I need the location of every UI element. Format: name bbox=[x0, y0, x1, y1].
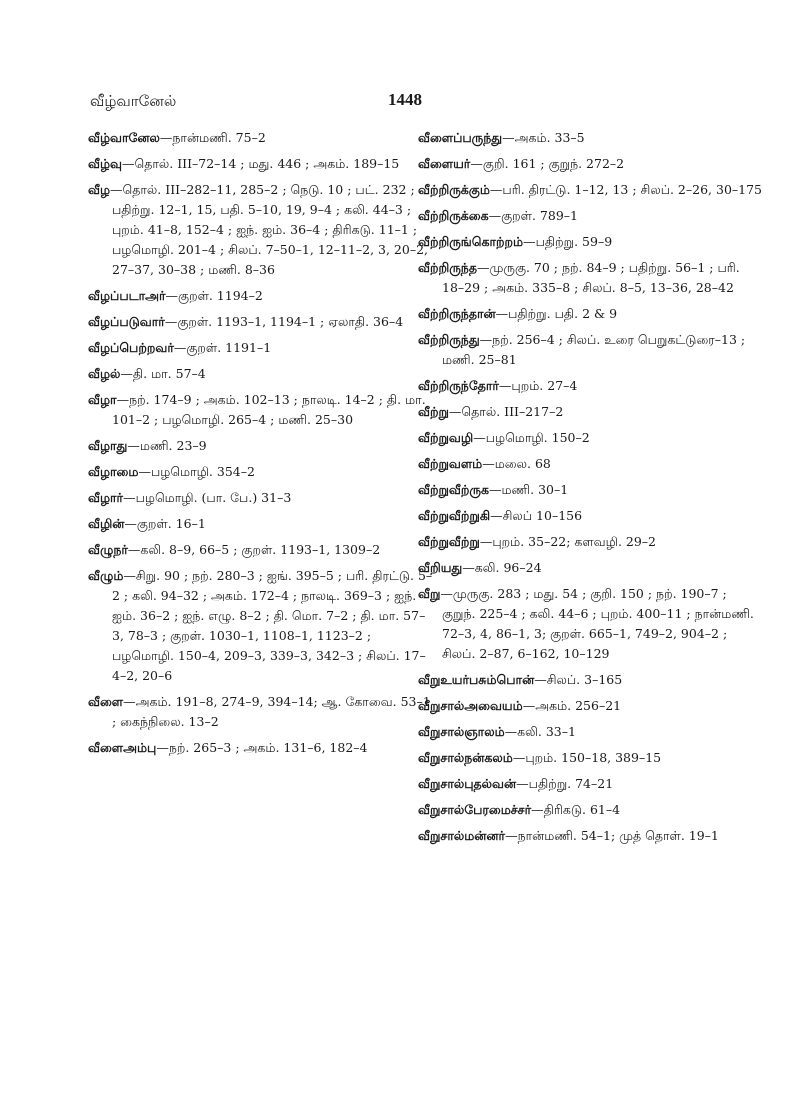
index-entry bbox=[88, 180, 433, 280]
entry-references: —தொல். III–217–2 bbox=[448, 404, 564, 419]
entry-headword: வீழப்படாஅர் bbox=[88, 288, 166, 303]
entry-headword: வீளையர் bbox=[418, 156, 471, 171]
entry-references: —புறம். 35–22; களவழி. 29–2 bbox=[479, 534, 657, 549]
index-entry bbox=[88, 540, 433, 560]
entry-headword: வீற்றுவளம் bbox=[418, 456, 483, 471]
entry-headword: வீற்றிருக்கை bbox=[418, 208, 489, 223]
entry-references: —அகம். 33–5 bbox=[502, 130, 585, 145]
entry-headword: வீற்றுவீற்று bbox=[418, 534, 480, 549]
entry-headword: வீழப்படுவார் bbox=[88, 314, 165, 329]
index-entry bbox=[418, 774, 763, 794]
entry-headword: வீழல் bbox=[88, 366, 121, 381]
index-entry bbox=[418, 506, 763, 526]
index-entry bbox=[418, 206, 763, 226]
entry-references: —பழமொழி. 354–2 bbox=[138, 464, 255, 479]
entry-headword: வீழா bbox=[88, 392, 117, 407]
index-entry bbox=[88, 286, 433, 306]
entry-headword: வீழ bbox=[88, 182, 111, 197]
entry-references: —அகம். 191–8, 274–9, 394–14; ஆ. கோவை. 53–1 ; கைந்நிலை. 13–2 bbox=[112, 694, 431, 729]
entry-references: —குறள். 1193–1, 1194–1 ; ஏலாதி. 36–4 bbox=[164, 314, 404, 329]
entry-references: —முருகு. 283 ; மது. 54 ; குறி. 150 ; நற். 190–7 ; குறுந். 225–4 ; கலி. 44–6 ; புறம். 400–11 ; நான்மணி. 72–3, 4, 86–1, 3; குறள். 665–1, 749–2, 904–2 ; சிலப். 2–87, 6–162, 10–129 bbox=[440, 586, 754, 661]
left-column bbox=[88, 128, 433, 764]
entry-references: —குறி. 161 ; குறுந். 272–2 bbox=[470, 156, 625, 171]
entry-references: —குறள். 789–1 bbox=[488, 208, 578, 223]
index-entry bbox=[418, 232, 763, 252]
entry-headword: வீறு bbox=[418, 586, 441, 601]
entry-headword: வீளைப்பருந்து bbox=[418, 130, 503, 145]
index-entry bbox=[418, 330, 763, 370]
entry-headword: வீற்று bbox=[418, 404, 449, 419]
index-entry bbox=[418, 454, 763, 474]
entry-references: —மணி. 30–1 bbox=[488, 482, 569, 497]
index-entry bbox=[418, 800, 763, 820]
entry-references: —பழமொழி. (பா. பே.) 31–3 bbox=[123, 490, 292, 505]
entry-headword: வீறியது bbox=[418, 560, 463, 575]
index-entry bbox=[418, 696, 763, 716]
entry-headword: வீற்றுவீற்ருக bbox=[418, 482, 489, 497]
entry-headword: வீற்றிருந்தான் bbox=[418, 306, 496, 321]
entry-references: —பழமொழி. 150–2 bbox=[473, 430, 590, 445]
entry-headword: வீறுசால்பேரமைச்சர் bbox=[418, 802, 532, 817]
index-entry bbox=[88, 154, 433, 174]
entry-references: —பதிற்று. பதி. 2 & 9 bbox=[495, 306, 618, 321]
entry-headword: வீறுசால்ஞாலம் bbox=[418, 724, 505, 739]
entry-headword: வீற்றிருக்கும் bbox=[418, 182, 490, 197]
index-entry bbox=[88, 338, 433, 358]
entry-references: —பரி. திரட்டு. 1–12, 13 ; சிலப். 2–26, 30–175 bbox=[489, 182, 763, 197]
index-entry bbox=[418, 826, 763, 846]
entry-references: —திரிகடு. 61–4 bbox=[531, 802, 621, 817]
right-column bbox=[418, 128, 763, 852]
entry-headword: வீற்றிருந்தோர் bbox=[418, 378, 499, 393]
entry-references: —நற். 174–9 ; அகம். 102–13 ; நாலடி. 14–2 ; தி. மா. 101–2 ; பழமொழி. 265–4 ; மணி. 25–30 bbox=[112, 392, 426, 427]
entry-references: —பதிற்று. 74–21 bbox=[516, 776, 614, 791]
entry-headword: வீழ்வு bbox=[88, 156, 122, 171]
entry-headword: வீழாது bbox=[88, 438, 128, 453]
entry-references: —சிறு. 90 ; நற். 280–3 ; ஐங். 395–5 ; பரி. திரட்டு. 5–2 ; கலி. 94–32 ; அகம். 172–4 ; நாலடி. 369–3 ; ஐந். ஐம். 36–2 ; ஐந். எழு. 8–2 ; தி. மொ. 7–2 ; தி. மா. 57–3, 78–3 ; குறள். 1030–1, 1108–1, 1123–2 ; பழமொழி. 150–4, 209–3, 339–3, 342–3 ; சிலப். 17–4–2, 20–6 bbox=[112, 568, 433, 683]
entry-headword: வீறுசால்நன்கலம் bbox=[418, 750, 513, 765]
entry-headword: வீறுசால்அவையம் bbox=[418, 698, 523, 713]
index-entry bbox=[418, 558, 763, 578]
entry-references: —புறம். 27–4 bbox=[498, 378, 578, 393]
entry-references: —தொல். III–282–11, 285–2 ; நெடு. 10 ; பட். 232 ; பதிற்று. 12–1, 15, பதி. 5–10, 19, 9–4 ; கலி. 44–3 ; புறம். 41–8, 152–4 ; ஐந். ஐம். 36–4 ; திரிகடு. 11–1 ; பழமொழி. 201–4 ; சிலப். 7–50–1, 12–11–2, 3, 20–2, 27–37, 30–38 ; மணி. 8–36 bbox=[110, 182, 429, 277]
index-entry bbox=[418, 722, 763, 742]
entry-references: —சிலப் 10–156 bbox=[490, 508, 583, 523]
index-entry bbox=[418, 480, 763, 500]
entry-headword: வீளை bbox=[88, 694, 124, 709]
index-entry bbox=[418, 304, 763, 324]
index-entry bbox=[88, 390, 433, 430]
index-entry bbox=[88, 364, 433, 384]
entry-headword: வீறுசால்மன்னர் bbox=[418, 828, 506, 843]
index-entry bbox=[418, 376, 763, 396]
index-entry bbox=[88, 462, 433, 482]
entry-references: —கலி. 8–9, 66–5 ; குறள். 1193–1, 1309–2 bbox=[127, 542, 381, 557]
index-entry bbox=[418, 180, 763, 200]
entry-references: —புறம். 150–18, 389–15 bbox=[512, 750, 662, 765]
index-entry bbox=[418, 532, 763, 552]
entry-references: —அகம். 256–21 bbox=[522, 698, 622, 713]
entry-headword: வீழ்வானேல bbox=[88, 130, 160, 145]
index-entry bbox=[88, 128, 433, 148]
entry-references: —நற். 256–4 ; சிலப். உரை பெறுகட்டுரை–13 ; மணி. 25–81 bbox=[442, 332, 746, 367]
entry-references: —நான்மணி. 75–2 bbox=[159, 130, 266, 145]
entry-references: —முருகு. 70 ; நற். 84–9 ; பதிற்று. 56–1 ; பரி. 18–29 ; அகம். 335–8 ; சிலப். 8–5, 13–36, 28–42 bbox=[442, 260, 740, 295]
index-entry bbox=[88, 692, 433, 732]
index-entry bbox=[88, 514, 433, 534]
entry-references: —சிலப். 3–165 bbox=[534, 672, 623, 687]
entry-references: —தொல். III–72–14 ; மது. 446 ; அகம். 189–15 bbox=[121, 156, 400, 171]
index-entry bbox=[418, 154, 763, 174]
entry-references: —பதிற்று. 59–9 bbox=[523, 234, 613, 249]
entry-headword: வீழுநர் bbox=[88, 542, 128, 557]
entry-references: —நான்மணி. 54–1; முத் தொள். 19–1 bbox=[505, 828, 719, 843]
index-entry bbox=[88, 566, 433, 686]
entry-headword: வீற்றுவீற்றுகி bbox=[418, 508, 491, 523]
index-entry bbox=[418, 670, 763, 690]
index-entry bbox=[418, 428, 763, 448]
running-head: வீழ்வானேல் bbox=[90, 92, 177, 110]
entry-headword: வீழும் bbox=[88, 568, 124, 583]
entry-headword: வீற்றிருங்கொற்றம் bbox=[418, 234, 524, 249]
entry-headword: வீறுசால்புதல்வன் bbox=[418, 776, 517, 791]
entry-references: —மணி. 23–9 bbox=[127, 438, 207, 453]
entry-headword: வீழாமை bbox=[88, 464, 139, 479]
index-entry bbox=[88, 738, 433, 758]
entry-references: —குறள். 16–1 bbox=[124, 516, 206, 531]
index-entry bbox=[418, 128, 763, 148]
entry-headword: வீற்றிருந்த bbox=[418, 260, 477, 275]
page-number: 1448 bbox=[388, 90, 422, 109]
index-entry bbox=[88, 488, 433, 508]
entry-references: —மலை. 68 bbox=[482, 456, 551, 471]
entry-headword: வீழார் bbox=[88, 490, 124, 505]
entry-references: —குறள். 1194–2 bbox=[165, 288, 263, 303]
entry-headword: வீறுஉயர்பசும்பொன் bbox=[418, 672, 535, 687]
index-entry bbox=[418, 584, 763, 664]
entry-headword: வீழின் bbox=[88, 516, 125, 531]
index-entry bbox=[88, 436, 433, 456]
entry-headword: வீழப்பெற்றவர் bbox=[88, 340, 174, 355]
entry-references: —தி. மா. 57–4 bbox=[120, 366, 206, 381]
index-entry bbox=[418, 402, 763, 422]
entry-references: —நற். 265–3 ; அகம். 131–6, 182–4 bbox=[156, 740, 368, 755]
index-entry bbox=[88, 312, 433, 332]
index-entry bbox=[418, 748, 763, 768]
entry-references: —கலி. 33–1 bbox=[504, 724, 576, 739]
entry-headword: வீற்றுவழி bbox=[418, 430, 474, 445]
index-entry bbox=[418, 258, 763, 298]
entry-headword: வீளைஅம்பு bbox=[88, 740, 157, 755]
entry-headword: வீற்றிருந்து bbox=[418, 332, 480, 347]
entry-references: —குறள். 1191–1 bbox=[173, 340, 272, 355]
entry-references: —கலி. 96–24 bbox=[462, 560, 542, 575]
